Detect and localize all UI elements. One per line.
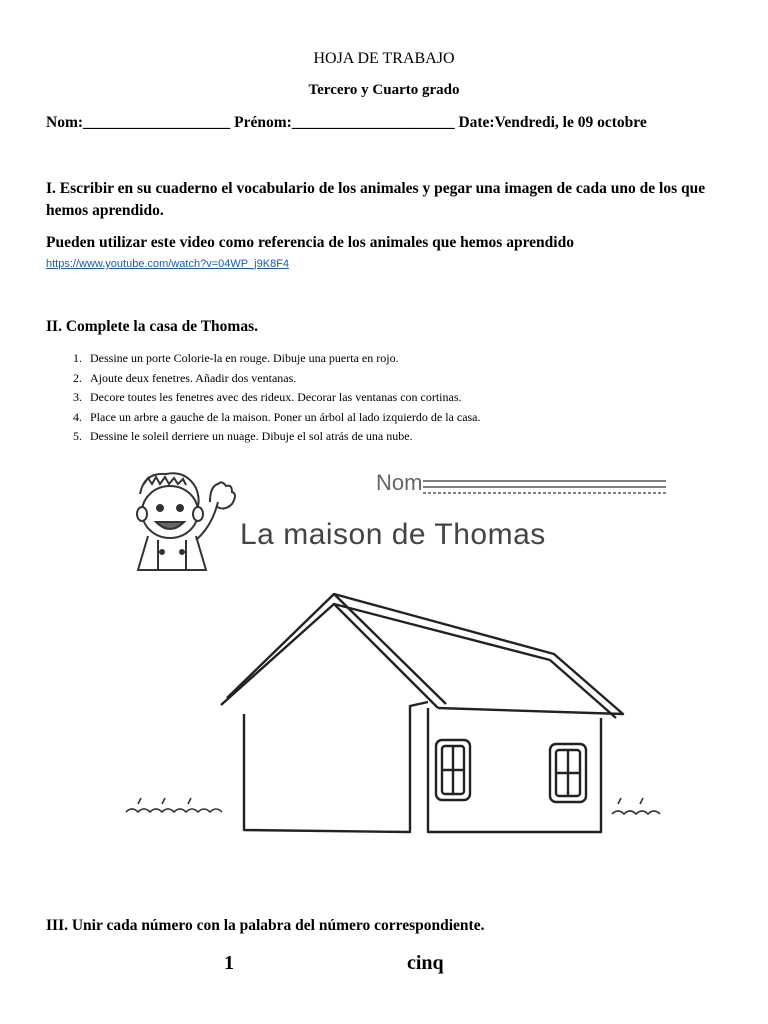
page-subtitle: Tercero y Cuarto grado [308,82,460,98]
list-item: 1. Dessine un porte Colorie-la en rouge. Dibuje una puerta en rojo. [73,351,399,365]
section-1-instruction: I. Escribir en su cuaderno el vocabulario de los animales y pegar una imagen de cada uno de los que hemos aprendido. [46,180,706,219]
boy-illustration [137,473,235,570]
student-info-line: Nom:___________________ Prénom:_____________________ Date:Vendredi, le 09 octobre [46,114,647,131]
section-1-reference: Pueden utilizar este video como referencia de los animales que hemos aprendido [46,234,574,251]
steps-list [46,349,481,447]
house-drawing [221,594,623,832]
worksheet-name-lines [423,481,666,493]
match-number: 1 [224,952,234,974]
worksheet-name-label: Nom [376,470,423,495]
section-3-heading: III. Unir cada número con la palabra del número correspondiente. [46,917,485,934]
list-item: 2. Ajoute deux fenetres. Añadir dos ventanas. [73,370,297,385]
grass-lines [126,798,660,814]
page-title: HOJA DE TRABAJO [313,50,455,67]
list-item: 3. Decore toutes les fenetres avec des rideux. Decorar las ventanas con cortinas. [73,390,462,404]
match-word: cinq [407,952,444,974]
house-worksheet-image [118,462,678,882]
worksheet-title: La maison de Thomas [240,518,546,551]
list-item: 4. Place un arbre a gauche de la maison. Poner un árbol al lado izquierdo de la casa. [73,409,481,424]
video-link[interactable]: https://www.youtube.com/watch?v=04WP_j9K8F4 [46,258,290,270]
list-item: 5. Dessine le soleil derriere un nuage. Dibuje el sol atrás de una nube. [73,429,413,443]
section-2-heading: II. Complete la casa de Thomas. [46,318,258,335]
